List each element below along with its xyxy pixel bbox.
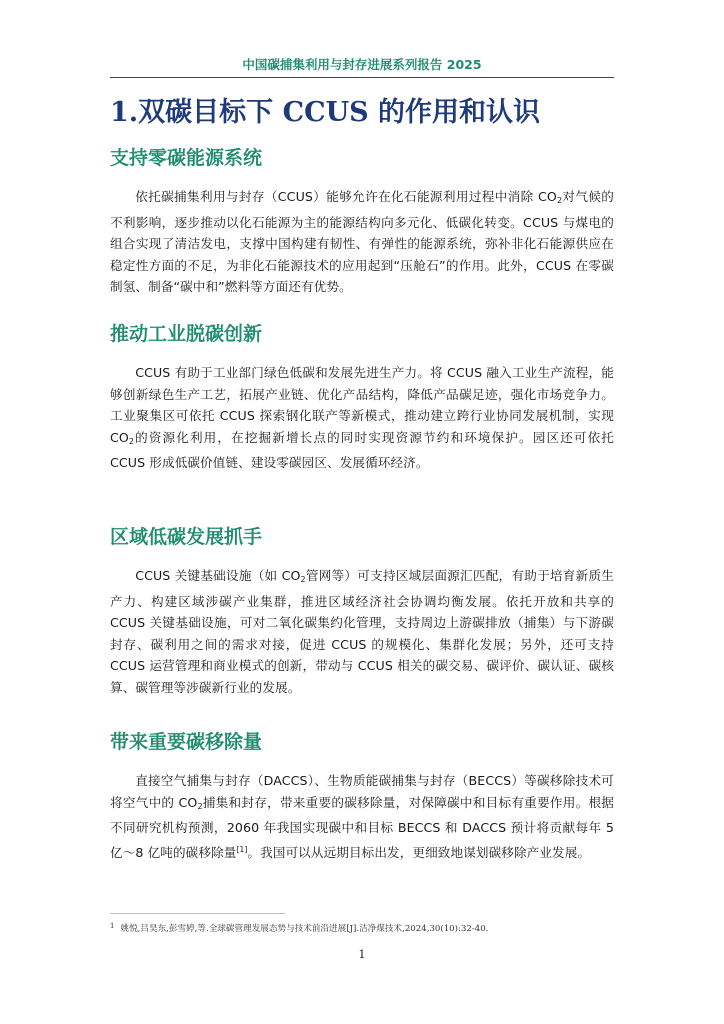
section-heading: 支持零碳能源系统 bbox=[110, 147, 263, 169]
section-heading: 带来重要碳移除量 bbox=[110, 731, 263, 753]
footnote-text: 姚悦,吕昊东,彭雪婷,等.全球碳管理发展态势与技术前沿进展[J].洁净煤技术,2024,30(10):32-40. bbox=[120, 924, 489, 934]
section-paragraph: CCUS 关键基础设施（如 $CO_2$管网等）可支持区域层面源汇匹配，有助于培育新质生产力、构建区域涉碳产业集群，推进区域经济社会协调均衡发展。依托开放和共享的 CCUS 关键基础设施，可对二氧化碳集约化管理，支持周边上游碳排放（捕集）与下游碳封存、碳利用之间的需求对接，促进 CCUS 的规模化、集群化发展；另外，还可支持 CCUS 运营管理和商业模式的创新，带动与 CCUS 相关的碳交易、碳评价、碳认证、碳核算、碳管理等涉碳新行业的发展。 bbox=[110, 568, 614, 695]
chapter-title: 1.双碳目标下 CCUS 的作用和认识 bbox=[110, 97, 541, 128]
report-header: 中国碳捕集利用与封存进展系列报告 2025 bbox=[242, 57, 482, 72]
section-paragraph: CCUS 有助于工业部门绿色低碳和发展先进生产力。将 CCUS 融入工业生产流程，能够创新绿色生产工艺，拓展产业链、优化产品结构，降低产品碳足迹，强化市场竞争力。工业聚集区可依托 CCUS 探索钢化联产等新模式，推动建立跨行业协同发展机制，实现 $CO_2$的资源化利用，在挖掘新增长点的同时实现资源节约和环境保护。园区还可依托 CCUS 形成低碳价值链、建设零碳园区、发展循环经济。 bbox=[110, 365, 614, 470]
footnote bbox=[110, 922, 614, 934]
section-industrial-decarbonization bbox=[110, 319, 614, 474]
footnote-mark: 1 bbox=[110, 922, 115, 930]
section-carbon-removal bbox=[110, 727, 614, 863]
section-heading: 区域低碳发展抓手 bbox=[110, 526, 263, 548]
section-heading: 推动工业脱碳创新 bbox=[110, 323, 263, 345]
section-regional-low-carbon bbox=[110, 522, 614, 698]
footnote-divider bbox=[110, 913, 285, 914]
page-number: 1 bbox=[358, 948, 366, 961]
header-divider bbox=[110, 77, 614, 78]
section-paragraph: 直接空气捕集与封存（DACCS）、生物质能碳捕集与封存（BECCS）等碳移除技术可将空气中的 $CO_2$捕集和封存，带来重要的碳移除量，对保障碳中和目标有重要作用。根据不同研究机构预测，2060 年我国实现碳中和目标 BECCS 和 DACCS 预计将贡献每年 5 亿～8 亿吨的碳移除量[1]。我国可以从远期目标出发，更细致地谋划碳移除产业发展。 bbox=[110, 773, 615, 860]
section-zero-carbon-energy bbox=[110, 143, 614, 298]
citation-reference[interactable]: [1] bbox=[236, 844, 248, 854]
section-paragraph: 依托碳捕集利用与封存（CCUS）能够允许在化石能源利用过程中消除 $CO_2$对气候的不利影响，逐步推动以化石能源为主的能源结构向多元化、低碳化转变。CCUS 与煤电的组合实现了清洁发电，支撑中国构建有韧性、有弹性的能源系统，弥补非化石能源供应在稳定性方面的不足，为非化石能源技术的应用起到“压舱石”的作用。此外，CCUS 在零碳制氢、制备“碳中和”燃料等方面还有优势。 bbox=[110, 189, 614, 294]
